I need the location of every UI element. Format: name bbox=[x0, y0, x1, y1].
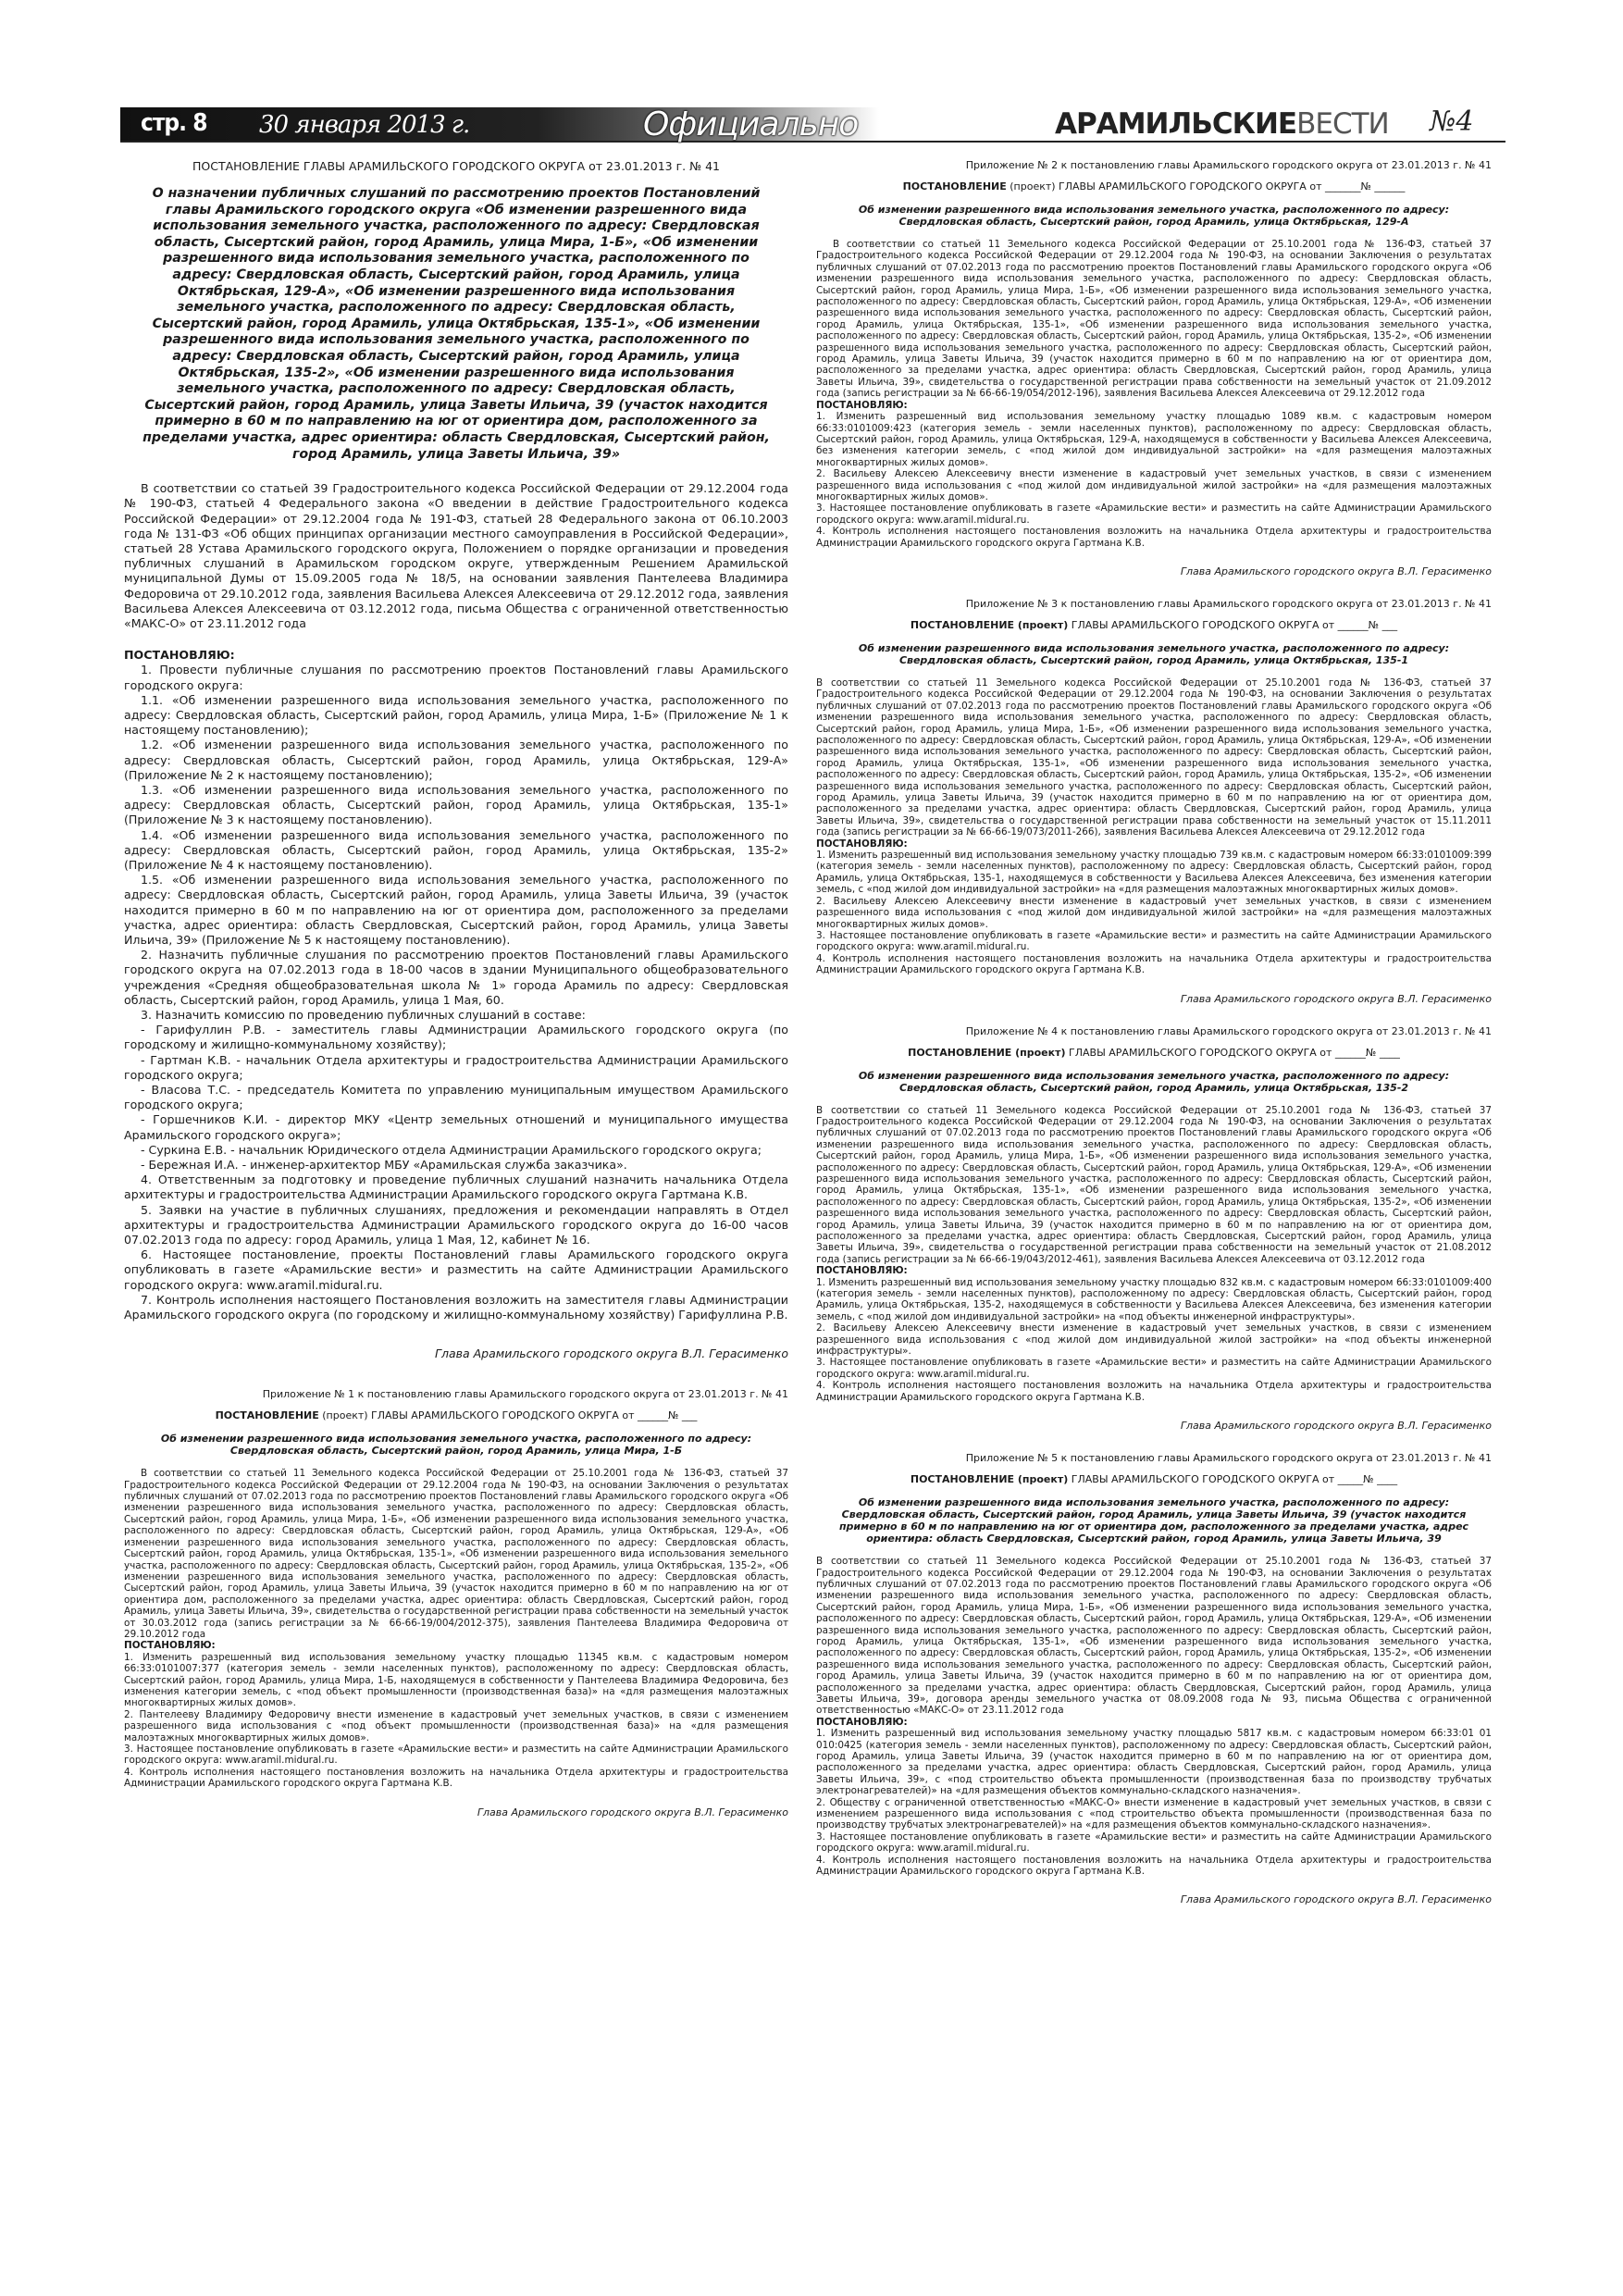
appendix-5-preamble: В соответствии со статьей 11 Земельного кодекса Российской Федерации от 25.10.2001 года № 136-ФЗ, статьей 37 Градостроительного кодекса Российской Федерации от 29.12.2004 года № 190-ФЗ, на основании Заключения о результатах публичных слушаний от 07.02.2013 года по рассмотрению проектов Постановлений главы Арамильского городского округа «Об изменении разрешенного вида использования земельного участка, расположенного по адресу: Свердловская область, Сысертский район, город Арамиль, улица Мира, 1-Б», «Об изменении разрешенного вида использования земельного участка, расположенного по адресу: Свердловская область, Сысертский район, город Арамиль, улица Октябрьская, 129-А», «Об изменении разрешенного вида использования земельного участка, расположенного по адресу: Свердловская область, Сысертский район, город Арамиль, улица Октябрьская, 135-1», «Об изменении разрешенного вида использования земельного участка, расположенного по адресу: Свердловская область, Сысертский район, город Арамиль, улица Октябрьская, 135-2», «Об изменении разрешенного вида использования земельного участка, расположенного по адресу: Свердловская область, Сысертский район, город Арамиль, улица Заветы Ильича, 39 (участок находится примерно в 60 м по направлению на юг от ориентира дом, расположенного за пределами участка, адрес ориентира: область Свердловская, Сысертский район, город Арамиль, улица Заветы Ильича, 39», договора аренды земельного участка от 08.09.2008 года № 93, письма Общества с ограниченной ответственностью «МАКС-О» от 23.11.2012 года bbox=[816, 1556, 1492, 1717]
appendix-4-title: Об изменении разрешенного вида использования земельного участка, расположенного по адресу: Свердловская область, Сысертский район, город Арамиль, улица Октябрьская, 135-2 bbox=[858, 1069, 1450, 1094]
right-column bbox=[816, 159, 1492, 1926]
page-header bbox=[120, 107, 1505, 143]
appendix-2-resolve: ПОСТАНОВЛЯЮ: bbox=[816, 399, 908, 411]
issue-date: 30 января 2013 г. bbox=[259, 111, 470, 139]
appendix-4-item: 4. Контроль исполнения настоящего постановления возложить на начальника Отдела архитектуры и градостроительства Администрации Арамильского городского округа Гартмана К.В. bbox=[816, 1380, 1492, 1403]
main-decree-title: О назначении публичных слушаний по рассмотрению проектов Постановлений главы Арамильского городского округа «Об изменении разрешенного вида использования земельного участка, расположенного по адресу: Свердловская область, Сысертский район, город Арамиль, улица Мира, 1-Б», «Об изменении разрешенного вида использования земельного участка, расположенного по адресу: Свердловская область, Сысертский район, город Арамиль, улица Октябрьская, 129-А», «Об изменении разрешенного вида использования земельного участка, расположенного по адресу: Свердловская область, Сысертский район, город Арамиль, улица Октябрьская, 135-1», «Об изменении разрешенного вида использования земельного участка, расположенного по адресу: Свердловская область, Сысертский район, город Арамиль, улица Октябрьская, 135-2», «Об изменении разрешенного вида использования земельного участка, расположенного по адресу: Свердловская область, Сысертский район, город Арамиль, улица Заветы Ильича, 39 (участок находится примерно в 60 м по направлению на юг от ориентира дом, расположенного за пределами участка, адрес ориентира: область Свердловская, Сысертский район, город Арамиль, улица Заветы Ильича, 39» bbox=[142, 186, 770, 462]
main-decree-item: - Горшечников К.И. - директор МКУ «Центр земельных отношений и муниципального имущества Арамильского городского округа»; bbox=[124, 1112, 788, 1142]
appendix-1-item: 4. Контроль исполнения настоящего постановления возложить на начальника Отдела архитектуры и градостроительства Администрации Арамильского городского округа Гартмана К.В. bbox=[124, 1766, 788, 1790]
main-decree-heading: ПОСТАНОВЛЕНИЕ ГЛАВЫ АРАМИЛЬСКОГО ГОРОДСКОГО ОКРУГА от 23.01.2013 г. № 41 bbox=[192, 159, 720, 173]
issue-number: №4 bbox=[1430, 105, 1474, 138]
appendix-5-item: 4. Контроль исполнения настоящего постановления возложить на начальника Отдела архитектуры и градостроительства Администрации Арамильского городского округа Гартмана К.В. bbox=[816, 1854, 1492, 1878]
appendix-5-item: 3. Настоящее постановление опубликовать в газете «Арамильские вести» и разместить на сайте Администрации Арамильского городского округа: www.aramil.midural.ru. bbox=[816, 1831, 1492, 1855]
appendix-1-item: 1. Изменить разрешенный вид использования земельному участку площадью 11345 кв.м. с кадастровым номером 66:33:0101007:377 (категория земель - земли населенных пунктов), расположенному по адресу: Свердловская область, Сысертский район, город Арамиль, улица Мира, 1-Б, находящемуся в собственности у Пантелеева Владимира Федоровича, без изменения категории земель, с «под объект промышленности (производственная база)» на «для размещения малоэтажных многоквартирных жилых домов». bbox=[124, 1651, 788, 1709]
main-decree-item: 1.1. «Об изменении разрешенного вида использования земельного участка, расположенного по адресу: Свердловская область, Сысертский район, город Арамиль, улица Мира, 1-Б» (Приложение № 1 к настоящему постановлению); bbox=[124, 692, 788, 738]
appendix-1-title: Об изменении разрешенного вида использования земельного участка, расположенного по адресу: Свердловская область, Сысертский район, город Арамиль, улица Мира, 1-Б bbox=[160, 1433, 752, 1458]
appendix-5-resolve: ПОСТАНОВЛЯЮ: bbox=[816, 1716, 908, 1728]
appendix-3-item: 3. Настоящее постановление опубликовать в газете «Арамильские вести» и разместить на сайте Администрации Арамильского городского округа: www.aramil.midural.ru. bbox=[816, 929, 1492, 953]
appendix-3-signature: Глава Арамильского городского округа В.Л. Герасименко bbox=[1180, 992, 1492, 1005]
appendix-1-heading bbox=[124, 1409, 788, 1421]
appendix-3-caption: Приложение № 3 к постановлению главы Арамильского городского округа от 23.01.2013 г. № 41 bbox=[965, 597, 1492, 610]
appendix-4-resolve: ПОСТАНОВЛЯЮ: bbox=[816, 1265, 908, 1277]
appendix-4-heading-rest: ГЛАВЫ АРАМИЛЬСКОГО ГОРОДСКОГО ОКРУГА от ______№ ____ bbox=[1065, 1046, 1400, 1059]
appendix-4-item: 2. Васильеву Алексею Алексеевичу внести изменение в кадастровый учет земельных участков, в связи с изменением разрешенного вида использования с «под жилой дом индивидуальной жилой застройки» на «под объекты инженерной инфраструктуры». bbox=[816, 1322, 1492, 1358]
appendix-2-signature: Глава Арамильского городского округа В.Л. Герасименко bbox=[1180, 565, 1492, 577]
appendix-2-item: 2. Васильеву Алексею Алексеевичу внести изменение в кадастровый учет земельных участков, в связи с изменением разрешенного вида использования с «под жилой дом индивидуальной жилой застройки» на «для размещения малоэтажных многоквартирных жилых домов». bbox=[816, 468, 1492, 503]
appendix-2-title: Об изменении разрешенного вида использования земельного участка, расположенного по адресу: Свердловская область, Сысертский район, город Арамиль, улица Октябрьская, 129-А bbox=[858, 204, 1450, 228]
appendix-4-caption: Приложение № 4 к постановлению главы Арамильского городского округа от 23.01.2013 г. № 41 bbox=[965, 1024, 1492, 1037]
main-decree-item: 5. Заявки на участие в публичных слушаниях, предложения и рекомендации направлять в Отдел архитектуры и градостроительства Администрации Арамильского городского округа до 16-00 часов 07.02.2013 года по адресу: город Арамиль, улица 1 Мая, 12, кабинет № 16. bbox=[124, 1202, 788, 1247]
appendix-3-resolve: ПОСТАНОВЛЯЮ: bbox=[816, 838, 908, 850]
section-title: Официально bbox=[643, 105, 859, 143]
appendix-1-caption: Приложение № 1 к постановлению главы Арамильского городского округа от 23.01.2013 г. № 41 bbox=[262, 1388, 788, 1401]
main-decree-item: 1. Провести публичные слушания по рассмотрению проектов Постановлений главы Арамильского городского округа: bbox=[124, 663, 788, 692]
main-decree-signature: Глава Арамильского городского округа В.Л. Герасименко bbox=[435, 1347, 788, 1361]
appendix-4-heading bbox=[816, 1047, 1492, 1059]
main-decree-item: - Гарифуллин Р.В. - заместитель главы Администрации Арамильского городского округа (по городскому и жилищно-коммунальному хозяйству); bbox=[124, 1023, 788, 1052]
appendix-5-title: Об изменении разрешенного вида использования земельного участка, расположенного по адресу: Свердловская область, Сысертский район, город Арамиль, улица Заветы Ильича, 39 (участок находится примерно в 60 м по направлению на юг от ориентира дом, расположенного за пределами участка, адрес ориентира: область Свердловская, Сысертский район, город Арамиль, улица Заветы Ильича, 39 bbox=[838, 1496, 1469, 1545]
appendix-3-heading-rest: ГЛАВЫ АРАМИЛЬСКОГО ГОРОДСКОГО ОКРУГА от ______№ ___ bbox=[1068, 618, 1398, 631]
main-decree-item: 1.3. «Об изменении разрешенного вида использования земельного участка, расположенного по адресу: Свердловская область, Сысертский район, город Арамиль, улица Октябрьская, 135-1» (Приложение № 3 к настоящему постановлению). bbox=[124, 782, 788, 827]
appendix-3-heading-bold: ПОСТАНОВЛЕНИЕ (проект) bbox=[910, 618, 1069, 631]
appendix-2-heading-rest: (проект) ГЛАВЫ АРАМИЛЬСКОГО ГОРОДСКОГО ОКРУГА от _______№ ______ bbox=[1006, 180, 1406, 192]
appendix-2-caption: Приложение № 2 к постановлению главы Арамильского городского округа от 23.01.2013 г. № 41 bbox=[965, 159, 1492, 171]
appendix-4-signature: Глава Арамильского городского округа В.Л. Герасименко bbox=[1180, 1420, 1492, 1433]
main-decree-item: 6. Настоящее постановление, проекты Постановлений главы Арамильского городского округа опубликовать в газете «Арамильские вести» и разместить на сайте Администрации Арамильского городского округа: www.aramil.midural.ru. bbox=[124, 1247, 788, 1292]
main-decree-item: - Суркина Е.В. - начальник Юридического отдела Администрации Арамильского городского округа; bbox=[141, 1142, 762, 1157]
appendix-5-heading bbox=[816, 1473, 1492, 1485]
main-decree-item: 1.4. «Об изменении разрешенного вида использования земельного участка, расположенного по адресу: Свердловская область, Сысертский район, город Арамиль, улица Октябрьская, 135-2» (Приложение № 4 к настоящему постановлению). bbox=[124, 827, 788, 872]
appendix-2-heading-bold: ПОСТАНОВЛЕНИЕ bbox=[902, 180, 1007, 192]
appendix-5-item: 2. Обществу с ограниченной ответственностью «МАКС-О» внести изменение в кадастровый учет земельных участков, в связи с изменением разрешенного вида использования с «под строительство объекта промышленности (производственная база по производству трубчатых электронагревателей)» на «для размещения объектов коммунально-складского назначения». bbox=[816, 1796, 1492, 1831]
main-decree-items bbox=[124, 663, 788, 1322]
main-decree-item: 4. Ответственным за подготовку и проведение публичных слушаний назначить начальника Отдела архитектуры и градостроительства Администрации Арамильского городского округа Гартмана К.В. bbox=[124, 1173, 788, 1202]
main-decree-preamble: В соответствии со статьей 39 Градостроительного кодекса Российской Федерации от 29.12.2004 года № 190-ФЗ, статьей 4 Федерального закона «О введении в действие Градостроительного кодекса Российской Федерации» от 29.12.2004 года № 191-ФЗ, статьей 28 Федерального закона от 06.10.2003 года № 131-ФЗ «Об общих принципах организации местного самоуправления в Российской Федерации», статьей 28 Устава Арамильского городского округа, Положением о порядке организации и проведения публичных слушаний в Арамильском городском округе, утвержденным Решением Арамильской муниципальной Думы от 15.09.2005 года № 18/5, на основании заявления Пантелеева Владимира Федоровича от 29.10.2012 года, заявления Васильева Алексея Алексеевича от 29.12.2012 года, заявления Васильева Алексея Алексеевича от 03.12.2012 года, письма Общества с ограниченной ответственностью «МАКС-О» от 23.11.2012 года bbox=[124, 481, 788, 630]
appendix-4-item: 3. Настоящее постановление опубликовать в газете «Арамильские вести» и разместить на сайте Администрации Арамильского городского округа: www.aramil.midural.ru. bbox=[816, 1357, 1492, 1380]
main-decree-item: 3. Назначить комиссию по проведению публичных слушаний в составе: bbox=[141, 1008, 586, 1022]
main-decree-item: 1.2. «Об изменении разрешенного вида использования земельного участка, расположенного по адресу: Свердловская область, Сысертский район, город Арамиль, улица Октябрьская, 129-А» (Приложение № 2 к настоящему постановлению); bbox=[124, 738, 788, 782]
left-column bbox=[124, 159, 788, 1839]
appendix-2-item: 3. Настоящее постановление опубликовать в газете «Арамильские вести» и разместить на сайте Администрации Арамильского городского округа: www.aramil.midural.ru. bbox=[816, 503, 1492, 526]
appendix-2-heading bbox=[816, 180, 1492, 192]
appendix-5-heading-rest: ГЛАВЫ АРАМИЛЬСКОГО ГОРОДСКОГО ОКРУГА от _____№ ____ bbox=[1068, 1473, 1398, 1486]
appendix-3-title: Об изменении разрешенного вида использования земельного участка, расположенного по адресу: Свердловская область, Сысертский район, город Арамиль, улица Октябрьская, 135-1 bbox=[858, 641, 1450, 666]
appendix-2-item: 4. Контроль исполнения настоящего постановления возложить на начальника Отдела архитектуры и градостроительства Администрации Арамильского городского округа Гартмана К.В. bbox=[816, 526, 1492, 549]
appendix-3-preamble: В соответствии со статьей 11 Земельного кодекса Российской Федерации от 25.10.2001 года № 136-ФЗ, статьей 37 Градостроительного кодекса Российской Федерации от 29.12.2004 года № 190-ФЗ, на основании Заключения о результатах публичных слушаний от 07.02.2013 года по рассмотрению проектов Постановлений главы Арамильского городского округа «Об изменении разрешенного вида использования земельного участка, расположенного по адресу: Свердловская область, Сысертский район, город Арамиль, улица Мира, 1-Б», «Об изменении разрешенного вида использования земельного участка, расположенного по адресу: Свердловская область, Сысертский район, город Арамиль, улица Октябрьская, 129-А», «Об изменении разрешенного вида использования земельного участка, расположенного по адресу: Свердловская область, Сысертский район, город Арамиль, улица Октябрьская, 135-1», «Об изменении разрешенного вида использования земельного участка, расположенного по адресу: Свердловская область, Сысертский район, город Арамиль, улица Октябрьская, 135-2», «Об изменении разрешенного вида использования земельного участка, расположенного по адресу: Свердловская область, Сысертский район, город Арамиль, улица Заветы Ильича, 39 (участок находится примерно в 60 м по направлению на юг от ориентира дом, расположенного за пределами участка, адрес ориентира: область Свердловская, Сысертский район, город Арамиль, улица Заветы Ильича, 39», свидетельства о государственной регистрации права собственности на земельный участок от 15.11.2011 года (запись регистрации за № 66-66-19/073/2011-266), заявления Васильева Алексея Алексеевича от 29.12.2012 года bbox=[816, 676, 1492, 838]
appendix-5-caption: Приложение № 5 к постановлению главы Арамильского городского округа от 23.01.2013 г. № 41 bbox=[965, 1452, 1492, 1465]
appendix-1-resolve: ПОСТАНОВЛЯЮ: bbox=[124, 1640, 216, 1652]
appendix-1-preamble: В соответствии со статьей 11 Земельного кодекса Российской Федерации от 25.10.2001 года № 136-ФЗ, статьей 37 Градостроительного кодекса Российской Федерации от 29.12.2004 года № 190-ФЗ, на основании Заключения о результатах публичных слушаний от 07.02.2013 года по рассмотрению проектов Постановлений главы Арамильского городского округа «Об изменении разрешенного вида использования земельного участка, расположенного по адресу: Свердловская область, Сысертский район, город Арамиль, улица Мира, 1-Б», «Об изменении разрешенного вида использования земельного участка, расположенного по адресу: Свердловская область, Сысертский район, город Арамиль, улица Октябрьская, 129-А», «Об изменении разрешенного вида использования земельного участка, расположенного по адресу: Свердловская область, Сысертский район, город Арамиль, улица Октябрьская, 135-1», «Об изменении разрешенного вида использования земельного участка, расположенного по адресу: Свердловская область, Сысертский район, город Арамиль, улица Октябрьская, 135-2», «Об изменении разрешенного вида использования земельного участка, расположенного по адресу: Свердловская область, Сысертский район, город Арамиль, улица Заветы Ильича, 39 (участок находится примерно в 60 м по направлению на юг от ориентира дом, расположенного за пределами участка, адрес ориентира: область Свердловская, Сысертский район, город Арамиль, улица Заветы Ильича, 39», свидетельства о государственной регистрации права собственности на земельный участок от 30.03.2012 года (запись регистрации за № 66-66-19/004/2012-375), заявления Пантелеева Владимира Федоровича от 29.10.2012 года bbox=[124, 1468, 788, 1640]
main-decree-item: 7. Контроль исполнения настоящего Постановления возложить на заместителя главы Администрации Арамильского городского округа (по городскому и жилищно-коммунальному хозяйству) Гарифуллина Р.В. bbox=[124, 1292, 788, 1322]
main-decree-item: - Бережная И.А. - инженер-архитектор МБУ «Арамильская служба заказчика». bbox=[141, 1158, 627, 1173]
appendix-2-item: 1. Изменить разрешенный вид использования земельному участку площадью 1089 кв.м. с кадастровым номером 66:33:0101009:423 (категория земель - земли населенных пунктов), расположенному по адресу: Свердловская область, Сысертский район, город Арамиль, улица Октябрьская, 129-А, находящемуся в собственности у Васильева Алексея Алексеевича, без изменения категории земель, с «под жилой дом индивидуальной застройки» на «для размещения малоэтажных многоквартирных жилых домов». bbox=[816, 411, 1492, 468]
appendix-2-preamble: В соответствии со статьей 11 Земельного кодекса Российской Федерации от 25.10.2001 года № 136-ФЗ, статьей 37 Градостроительного кодекса Российской Федерации от 29.12.2004 года № 190-ФЗ, на основании Заключения о результатах публичных слушаний от 07.02.2013 года по рассмотрению проектов Постановлений главы Арамильского городского округа «Об изменении разрешенного вида использования земельного участка, расположенного по адресу: Свердловская область, Сысертский район, город Арамиль, улица Мира, 1-Б», «Об изменении разрешенного вида использования земельного участка, расположенного по адресу: Свердловская область, Сысертский район, город Арамиль, улица Октябрьская, 129-А», «Об изменении разрешенного вида использования земельного участка, расположенного по адресу: Свердловская область, Сысертский район, город Арамиль, улица Октябрьская, 135-1», «Об изменении разрешенного вида использования земельного участка, расположенного по адресу: Свердловская область, Сысертский район, город Арамиль, улица Октябрьская, 135-2», «Об изменении разрешенного вида использования земельного участка, расположенного по адресу: Свердловская область, Сысертский район, город Арамиль, улица Заветы Ильича, 39 (участок находится примерно в 60 м по направлению на юг от ориентира дом, расположенного за пределами участка, адрес ориентира: область Свердловская, Сысертский район, город Арамиль, улица Заветы Ильича, 39», свидетельства о государственной регистрации права собственности на земельный участок от 21.09.2012 года (запись регистрации за № 66-66-19/054/2012-196), заявления Васильева Алексея Алексеевича от 29.12.2012 года bbox=[816, 239, 1492, 400]
appendix-1-heading-rest: (проект) ГЛАВЫ АРАМИЛЬСКОГО ГОРОДСКОГО ОКРУГА от ______№ ___ bbox=[318, 1409, 698, 1422]
appendix-3-heading bbox=[816, 619, 1492, 631]
appendix-1-item: 2. Пантелееву Владимиру Федоровичу внести изменение в кадастровый учет земельных участков, в связи с изменением разрешенного вида использования с «под объект промышленности (производственная база)» на «для размещения малоэтажных многоквартирных жилых домов». bbox=[124, 1708, 788, 1744]
appendix-5-item: 1. Изменить разрешенный вид использования земельному участку площадью 5817 кв.м. с кадастровым номером 66:33:01 01 010:0425 (категория земель - земли населенных пунктов), расположенному по адресу: Свердловская область, Сысертский район, город Арамиль, улица Заветы Ильича, 39 (участок находится примерно в 60 м по направлению на юг от ориентира дом, расположенного за пределами участка, адрес ориентира: область Свердловская, Сысертский район, город Арамиль, улица Заветы Ильича, 39», с «под строительство объекта промышленности (производственная база по производству трубчатых электронагревателей)» на «для размещения объектов коммунально-складского назначения». bbox=[816, 1728, 1492, 1797]
appendix-3-item: 4. Контроль исполнения настоящего постановления возложить на начальника Отдела архитектуры и градостроительства Администрации Арамильского городского округа Гартмана К.В. bbox=[816, 952, 1492, 976]
appendix-4-item: 1. Изменить разрешенный вид использования земельному участку площадью 832 кв.м. с кадастровым номером 66:33:0101009:400 (категория земель - земли населенных пунктов), расположенному по адресу: Свердловская область, Сысертский район, город Арамиль, улица Октябрьская, 135-2, находящемуся в собственности у Васильева Алексея Алексеевича, без изменения категории земель, с «под жилой дом индивидуальной застройки» на «под объекты инженерной инфраструктуры». bbox=[816, 1276, 1492, 1322]
newspaper-logo bbox=[1055, 107, 1389, 141]
newspaper-name-bold: АРАМИЛЬСКИЕ bbox=[1055, 107, 1297, 141]
page-number: стр. 8 bbox=[141, 109, 207, 137]
appendix-1-item: 3. Настоящее постановление опубликовать в газете «Арамильские вести» и разместить на сайте Администрации Арамильского городского округа: www.aramil.midural.ru. bbox=[124, 1744, 788, 1767]
appendix-4-heading-bold: ПОСТАНОВЛЕНИЕ (проект) bbox=[908, 1046, 1066, 1059]
main-decree-item: 2. Назначить публичные слушания по рассмотрению проектов Постановлений главы Арамильского городского округа на 07.02.2013 года в 18-00 часов в здании Муниципального общеобразовательного учреждения «Средняя общеобразовательная школа № 1» города Арамиль по адресу: Свердловская область, Сысертский район, город Арамиль, улица 1 Мая, 60. bbox=[124, 948, 788, 1007]
appendix-5-signature: Глава Арамильского городского округа В.Л. Герасименко bbox=[1180, 1893, 1492, 1906]
appendix-3-item: 1. Изменить разрешенный вид использования земельному участку площадью 739 кв.м. с кадастровым номером 66:33:0101009:399 (категория земель - земли населенных пунктов), расположенному по адресу: Свердловская область, Сысертский район, город Арамиль, улица Октябрьская, 135-1, находящемуся в собственности у Васильева Алексея Алексеевича, без изменения категории земель, с «под жилой дом индивидуальной застройки» на «для размещения малоэтажных многоквартирных жилых домов». bbox=[816, 850, 1492, 896]
appendix-1-signature: Глава Арамильского городского округа В.Л. Герасименко bbox=[477, 1806, 788, 1818]
appendix-1-heading-bold: ПОСТАНОВЛЕНИЕ bbox=[215, 1409, 319, 1422]
main-decree-item: - Гартман К.В. - начальник Отдела архитектуры и градостроительства Администрации Арамильского городского округа; bbox=[124, 1052, 788, 1082]
main-decree-item: 1.5. «Об изменении разрешенного вида использования земельного участка, расположенного по адресу: Свердловская область, Сысертский район, город Арамиль, улица Заветы Ильича, 39 (участок находится примерно в 60 м по направлению на юг от ориентира дом, расположенного за пределами участка, адрес ориентира: область Свердловская, Сысертский район, город Арамиль, улица Заветы Ильича, 39» (Приложение № 5 к настоящему постановлению). bbox=[124, 873, 788, 947]
appendix-5-heading-bold: ПОСТАНОВЛЕНИЕ (проект) bbox=[910, 1473, 1069, 1486]
newspaper-name-light: ВЕСТИ bbox=[1296, 107, 1389, 141]
main-decree-resolve: ПОСТАНОВЛЯЮ: bbox=[124, 648, 235, 663]
appendix-4-preamble: В соответствии со статьей 11 Земельного кодекса Российской Федерации от 25.10.2001 года № 136-ФЗ, статьей 37 Градостроительного кодекса Российской Федерации от 29.12.2004 года № 190-ФЗ, на основании Заключения о результатах публичных слушаний от 07.02.2013 года по рассмотрению проектов Постановлений главы Арамильского городского округа «Об изменении разрешенного вида использования земельного участка, расположенного по адресу: Свердловская область, Сысертский район, город Арамиль, улица Мира, 1-Б», «Об изменении разрешенного вида использования земельного участка, расположенного по адресу: Свердловская область, Сысертский район, город Арамиль, улица Октябрьская, 129-А», «Об изменении разрешенного вида использования земельного участка, расположенного по адресу: Свердловская область, Сысертский район, город Арамиль, улица Октябрьская, 135-1», «Об изменении разрешенного вида использования земельного участка, расположенного по адресу: Свердловская область, Сысертский район, город Арамиль, улица Октябрьская, 135-2», «Об изменении разрешенного вида использования земельного участка, расположенного по адресу: Свердловская область, Сысертский район, город Арамиль, улица Заветы Ильича, 39 (участок находится примерно в 60 м по направлению на юг от ориентира дом, расположенного за пределами участка, адрес ориентира: область Свердловская, Сысертский район, город Арамиль, улица Заветы Ильича, 39», свидетельства о государственной регистрации права собственности на земельный участок от 21.08.2012 года (запись регистрации за № 66-66-19/043/2012-461), заявления Васильева Алексея Алексеевича от 03.12.2012 года bbox=[816, 1104, 1492, 1265]
main-decree-item: - Власова Т.С. - председатель Комитета по управлению муниципальным имуществом Арамильского городского округа; bbox=[124, 1083, 788, 1112]
appendix-3-item: 2. Васильеву Алексею Алексеевичу внести изменение в кадастровый учет земельных участков, в связи с изменением разрешенного вида использования с «под жилой дом индивидуальной жилой застройки» на «для размещения малоэтажных многоквартирных жилых домов». bbox=[816, 895, 1492, 930]
